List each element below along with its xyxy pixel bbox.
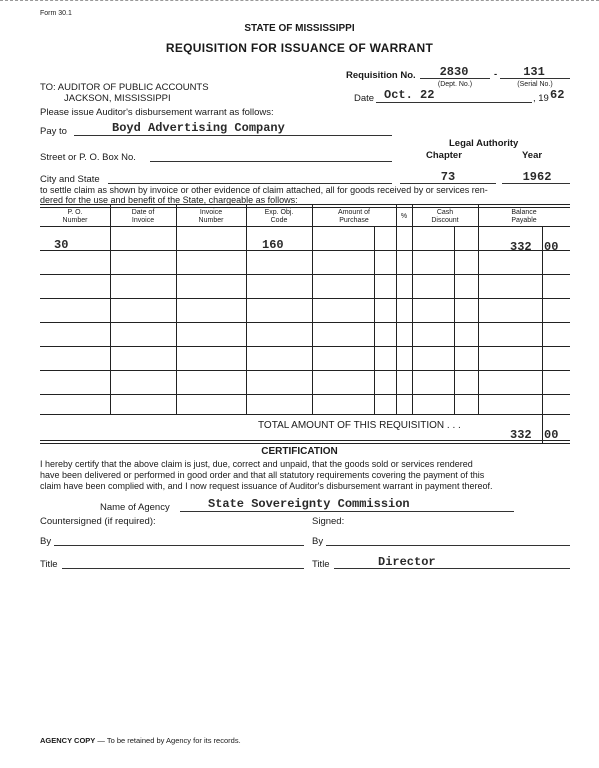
payee-name: Boyd Advertising Company bbox=[112, 121, 285, 135]
settle-text-line1: to settle claim as shown by invoice or other evidence of claim attached, all for goods received by or services ren- bbox=[40, 185, 488, 195]
col-divider bbox=[412, 204, 413, 414]
header-amount-line1: Amount of bbox=[338, 209, 370, 216]
col-divider bbox=[176, 204, 177, 414]
agency-name-value: State Sovereignty Commission bbox=[208, 497, 410, 511]
agency-name-label: Name of Agency bbox=[100, 502, 170, 513]
header-bottom-rule bbox=[40, 226, 570, 227]
col-divider bbox=[374, 226, 375, 414]
chapter-line bbox=[400, 183, 496, 184]
signed-by-label: By bbox=[312, 536, 324, 547]
city-state-label: City and State bbox=[40, 174, 100, 185]
row-rule bbox=[40, 322, 570, 323]
serial-number-label: (Serial No.) bbox=[517, 81, 553, 88]
certification-line2: have been delivered or performed in good order and that all statutory requirements covering the payment of this bbox=[40, 470, 485, 480]
date-line bbox=[376, 102, 532, 103]
footer-agency-copy: AGENCY COPY bbox=[40, 736, 96, 745]
col-divider bbox=[454, 226, 455, 414]
header-invoice-line2: Number bbox=[198, 217, 224, 224]
to-location: JACKSON, MISSISSIPPI bbox=[64, 93, 171, 104]
chapter-label: Chapter bbox=[426, 150, 462, 161]
date-label: Date bbox=[354, 93, 375, 104]
row-rule bbox=[40, 298, 570, 299]
total-label: TOTAL AMOUNT OF THIS REQUISITION . . . bbox=[258, 420, 461, 431]
row-rule bbox=[40, 250, 570, 251]
certification-line1: I hereby certify that the above claim is just, due, correct and unpaid, that the goods sold or services rendered bbox=[40, 459, 473, 469]
dept-number-label: (Dept. No.) bbox=[437, 81, 473, 88]
year-label: Year bbox=[522, 150, 543, 161]
form-number: Form 30.1 bbox=[40, 10, 72, 17]
header-po-line2: Number bbox=[62, 217, 88, 224]
row-rule bbox=[40, 370, 570, 371]
header-po bbox=[40, 209, 110, 225]
countersign-by-label: By bbox=[40, 536, 52, 547]
row1-exp-code: 160 bbox=[262, 238, 284, 252]
certification-heading: CERTIFICATION bbox=[261, 446, 338, 457]
chapter-value: 73 bbox=[440, 170, 456, 184]
countersign-by-line bbox=[54, 545, 304, 546]
legal-year-line bbox=[502, 183, 570, 184]
col-divider bbox=[478, 204, 479, 414]
col-divider bbox=[396, 204, 397, 414]
claim-table bbox=[40, 204, 570, 444]
header-exp-code bbox=[246, 209, 312, 225]
countersign-title-label: Title bbox=[40, 559, 58, 570]
header-date-line2: Invoice bbox=[131, 217, 155, 224]
to-auditor: TO: AUDITOR OF PUBLIC ACCOUNTS bbox=[40, 82, 209, 93]
table-top-rule bbox=[40, 204, 570, 205]
street-line bbox=[150, 161, 392, 162]
agency-name-line bbox=[180, 511, 514, 512]
legal-year-value: 1962 bbox=[522, 170, 552, 184]
header-po-line1: P. O. bbox=[67, 209, 83, 216]
header-cash-discount bbox=[412, 209, 478, 225]
total-cents: 00 bbox=[544, 428, 559, 442]
date-value: Oct. 22 bbox=[384, 88, 435, 102]
col-divider bbox=[246, 204, 247, 414]
dept-number-line bbox=[420, 78, 490, 79]
perforation-line bbox=[0, 0, 599, 1]
form-title: REQUISITION FOR ISSUANCE OF WARRANT bbox=[165, 41, 434, 55]
row-rule bbox=[40, 394, 570, 395]
col-divider bbox=[110, 204, 111, 414]
col-divider bbox=[312, 204, 313, 414]
footer-retain-text: — To be retained by Agency for its records. bbox=[95, 736, 241, 745]
row1-po-number: 30 bbox=[54, 238, 69, 252]
pay-to-label: Pay to bbox=[40, 126, 67, 137]
year-prefix: , 19 bbox=[533, 93, 549, 104]
header-invoice bbox=[176, 209, 246, 225]
state-heading: STATE OF MISSISSIPPI bbox=[244, 23, 355, 34]
settle-text-line2: dered for the use and benefit of the State, chargeable as follows: bbox=[40, 195, 298, 205]
total-rule-2 bbox=[40, 443, 570, 444]
street-label: Street or P. O. Box No. bbox=[40, 152, 136, 163]
header-balance bbox=[478, 209, 570, 225]
row-rule bbox=[40, 274, 570, 275]
total-dollars: 332 bbox=[510, 428, 532, 442]
header-balance-line2: Payable bbox=[511, 217, 537, 224]
year-value: 62 bbox=[550, 88, 565, 102]
signed-title-value: Director bbox=[378, 555, 436, 569]
signed-label: Signed: bbox=[312, 516, 345, 527]
header-date bbox=[110, 209, 176, 225]
serial-number-line bbox=[500, 78, 570, 79]
row1-balance-dollars: 332 bbox=[510, 240, 532, 254]
dash: - bbox=[494, 69, 498, 80]
signed-by-line bbox=[326, 545, 570, 546]
table-top-rule-2 bbox=[40, 207, 570, 208]
serial-number-value: 131 bbox=[523, 65, 545, 79]
header-cash-line1: Cash bbox=[436, 209, 454, 216]
requisition-label: Requisition No. bbox=[346, 70, 416, 81]
row1-balance-cents: 00 bbox=[544, 240, 559, 254]
header-cash-line2: Discount bbox=[431, 217, 459, 224]
col-divider bbox=[542, 226, 543, 444]
footer-note bbox=[40, 736, 241, 745]
row-rule bbox=[40, 346, 570, 347]
table-body-bottom-rule bbox=[40, 414, 570, 415]
signed-title-label: Title bbox=[312, 559, 330, 570]
header-invoice-line1: Invoice bbox=[199, 209, 223, 216]
header-balance-line1: Balance bbox=[511, 209, 537, 216]
header-exp-line2: Code bbox=[270, 217, 288, 224]
header-amount-line2: Purchase bbox=[339, 217, 369, 224]
header-exp-line1: Exp. Obj. bbox=[264, 209, 294, 216]
instruction-text: Please issue Auditor's disbursement warrant as follows: bbox=[40, 107, 274, 118]
certification-line3: claim have been complied with, and I now request issuance of Auditor's disbursement warrant in payment thereof. bbox=[40, 481, 493, 491]
header-percent-line1: % bbox=[400, 213, 408, 220]
signed-title-line bbox=[334, 568, 570, 569]
total-rule bbox=[40, 440, 570, 441]
dept-number-value: 2830 bbox=[439, 65, 469, 79]
header-percent bbox=[396, 213, 412, 221]
countersign-title-line bbox=[62, 568, 304, 569]
city-state-line bbox=[108, 183, 392, 184]
countersigned-label: Countersigned (if required): bbox=[40, 516, 156, 527]
header-date-line1: Date of bbox=[131, 209, 155, 216]
header-amount bbox=[312, 209, 396, 225]
legal-authority-label: Legal Authority bbox=[449, 138, 519, 149]
pay-to-line bbox=[74, 135, 392, 136]
